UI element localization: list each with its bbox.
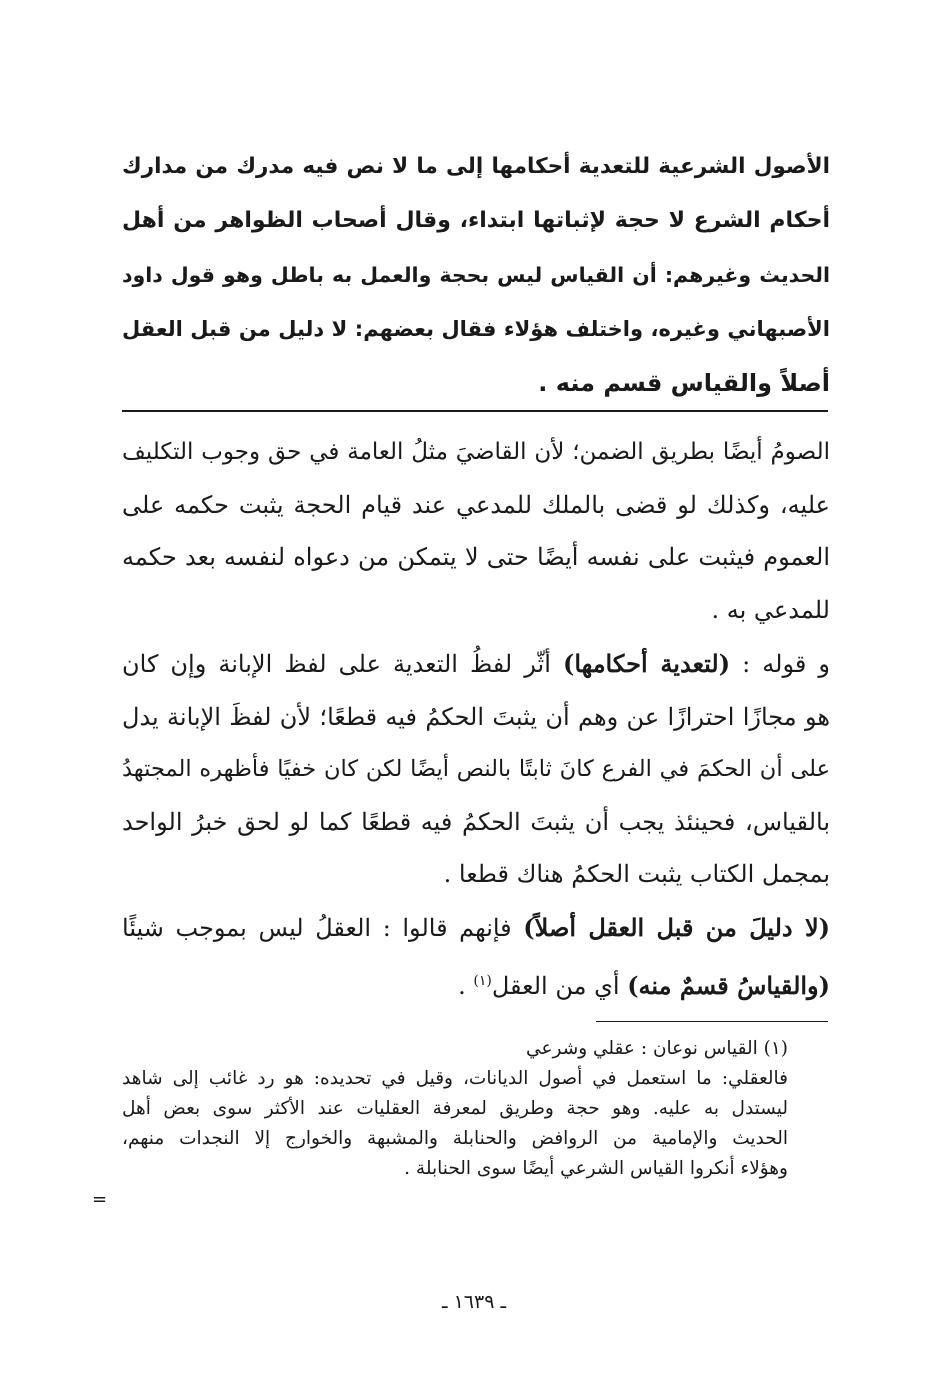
commentary-line: الصومُ أيضًا بطريق الضمن؛ لأن القاضيَ مثلُ العامة في حق وجوب التكليف [122, 439, 830, 465]
commentary-line [122, 638, 830, 691]
matn-line: الأصول الشرعية للتعدية أحكامها إلى ما لا نص فيه مدرك من مدارك [122, 154, 830, 179]
commentary-text: أثّر لفظُ التعدية على لفظ الإبانة وإن كان [122, 650, 563, 678]
footnote-separator-rule [596, 1021, 828, 1022]
commentary-line: العموم فيثبت على نفسه أيضًا حتى لا يتمكن من دعواه لنفسه بعد حكمه [122, 543, 830, 571]
commentary-text: فإنهم قالوا : العقلُ ليس بموجب شيئًا [122, 914, 524, 942]
quoted-matn-phrase: (لا دليلَ من قبل العقل أصلاً) [523, 913, 830, 942]
commentary-line: بالقياس، فحينئذ يجب أن يثبتَ الحكمُ فيه قطعًا كما لو لحق خبرُ الواحد [122, 807, 830, 836]
footnote-line: فالعقلي: ما استعمل في أصول الديانات، وقيل في تحديده: هو رد غائب إلى شاهد [122, 1068, 788, 1089]
commentary-paragraph-2 [122, 638, 830, 901]
commentary-paragraph-3 [122, 902, 830, 1012]
footnote-line: ليستدل به عليه. وهو حجة وطريق لمعرفة العقليات عند الأكثر سوى بعض أهل [122, 1098, 788, 1119]
matn-separator-rule [122, 410, 828, 412]
matn-line: الحديث وغيرهم: أن القياس ليس بحجة والعمل به باطل وهو قول داود [122, 263, 830, 287]
commentary-text: أي من العقل [491, 971, 628, 1000]
page-number: ـ ١٦٣٩ ـ [441, 1291, 507, 1313]
commentary-text-end: . [458, 971, 474, 1000]
quoted-matn-phrase: (والقياسُ قسمٌ منه) [627, 970, 830, 1000]
commentary-line: عليه، وكذلك لو قضى بالملك للمدعي عند قيام الحجة يثبت حكمه على [122, 490, 830, 519]
matn-line: أحكام الشرع لا حجة لإثباتها ابتداء، وقال أصحاب الظواهر من أهل [122, 208, 830, 233]
footnote-line: (١) القياس نوعان : عقلي وشرعي [526, 1038, 788, 1059]
footnote-block [122, 1034, 788, 1184]
commentary-line: بمجمل الكتاب يثبت الحكمُ هناك قطعا . [443, 860, 830, 888]
matn-block [122, 140, 830, 410]
footnote-marker: (١) [473, 972, 492, 989]
quoted-matn-phrase: (لتعدية أحكامها) [562, 649, 731, 678]
commentary-line: على أن الحكمَ في الفرع كانَ ثابتًا بالنص أيضًا لكن كان خفيًا فأظهره المجتهدُ [122, 756, 830, 782]
footnote-line: وهؤلاء أنكروا القياس الشرعي أيضًا سوى الحنابلة . [404, 1158, 788, 1179]
commentary-line [122, 955, 830, 1013]
commentary-line: هو مجازًا احترازًا عن وهم أن يثبتَ الحكمُ فيه قطعًا؛ لأن لفظَ الإبانة يدل [122, 702, 830, 731]
footnote-line: الحديث والإمامية من الروافض والحنابلة والمشبهة والخوارج إلا النجدات منهم، [122, 1128, 788, 1149]
matn-line: أصلاً والقياس قسم منه . [538, 369, 830, 397]
matn-line: الأصبهاني وغيره، واختلف هؤلاء فقال بعضهم: لا دليل من قبل العقل [122, 317, 830, 341]
commentary-prefix: و قوله : [730, 650, 830, 678]
commentary-line: للمدعي به . [711, 595, 830, 624]
continuation-mark: = [92, 1189, 108, 1210]
commentary-line [122, 902, 830, 955]
commentary-paragraph-1 [122, 426, 830, 636]
